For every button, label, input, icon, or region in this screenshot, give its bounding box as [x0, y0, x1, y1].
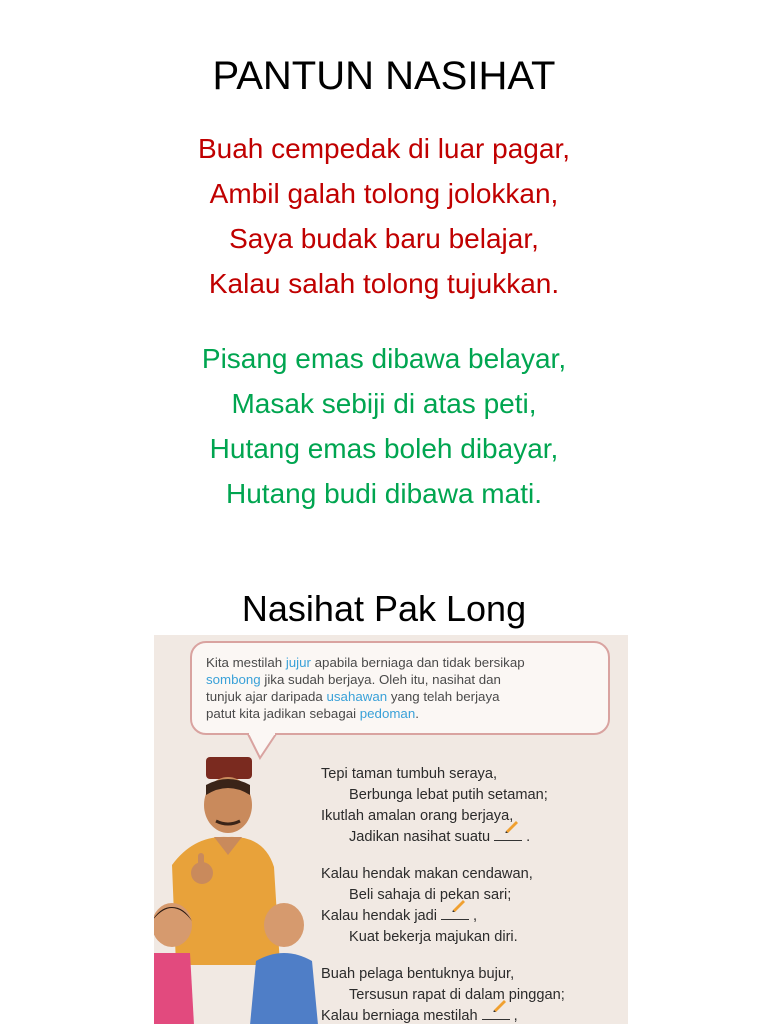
- section-subtitle: Nasihat Pak Long: [241, 588, 527, 629]
- pantun-exercise: [321, 764, 565, 1024]
- poem-line-with-blank: Kalau hendak jadi ,: [321, 906, 565, 927]
- poem-line: Beli sahaja di pekan sari;: [349, 887, 512, 903]
- textbook-scan-image: [154, 635, 628, 1024]
- pencil-icon: [492, 998, 508, 1012]
- poem-line: Berbunga lebat putih setaman;: [349, 787, 548, 803]
- stanza-1-line-2: Ambil galah tolong jolokkan,: [209, 178, 559, 209]
- stanza-1-line-1: Buah cempedak di luar pagar,: [197, 133, 571, 164]
- speech-bubble: [190, 641, 610, 735]
- pencil-icon: [504, 819, 520, 833]
- stanza-2-line-4: Hutang budi dibawa mati.: [226, 478, 542, 509]
- keyword-usahawan: usahawan: [326, 689, 388, 704]
- answer-blank[interactable]: [441, 907, 469, 920]
- page-title: PANTUN NASIHAT: [212, 54, 556, 98]
- poem-line: Buah pelaga bentuknya bujur,: [321, 966, 515, 982]
- poem-line-with-blank: Jadikan nasihat suatu .: [321, 827, 565, 848]
- answer-blank[interactable]: [482, 1007, 510, 1020]
- stanza-1-line-4: Kalau salah tolong tujukkan.: [208, 268, 560, 299]
- keyword-pedoman: pedoman: [359, 706, 416, 721]
- stanza-2-line-3: Hutang emas boleh dibayar,: [209, 433, 559, 464]
- pencil-icon: [451, 898, 467, 912]
- poem-line: Ikutlah amalan orang berjaya,: [321, 808, 514, 824]
- poem-line: Kalau hendak makan cendawan,: [321, 866, 533, 882]
- pantun-stanza-1: [0, 126, 768, 306]
- answer-blank[interactable]: [494, 828, 522, 841]
- bubble-line-4: patut kita jadikan sebagai pedoman.: [206, 706, 419, 721]
- poem-line-with-blank: Kalau berniaga mestilah ,: [321, 1006, 565, 1024]
- stanza-2-line-1: Pisang emas dibawa belayar,: [201, 343, 567, 374]
- pantun-stanza-2: [0, 336, 768, 516]
- poem-line: Kuat bekerja majukan diri.: [349, 929, 518, 945]
- keyword-sombong: sombong: [206, 672, 261, 687]
- bubble-line-3: tunjuk ajar daripada usahawan yang telah berjaya: [206, 689, 500, 704]
- bubble-line-1: Kita mestilah jujur apabila berniaga dan tidak bersikap: [206, 655, 525, 670]
- pak-long-illustration: [154, 755, 324, 1024]
- poem-line: Tersusun rapat di dalam pinggan;: [349, 987, 565, 1003]
- poem-line: Tepi taman tumbuh seraya,: [321, 766, 498, 782]
- bubble-line-2: sombong jika sudah berjaya. Oleh itu, nasihat dan: [206, 672, 501, 687]
- stanza-2-line-2: Masak sebiji di atas peti,: [231, 388, 537, 419]
- keyword-jujur: jujur: [285, 655, 311, 670]
- stanza-1-line-3: Saya budak baru belajar,: [229, 223, 539, 254]
